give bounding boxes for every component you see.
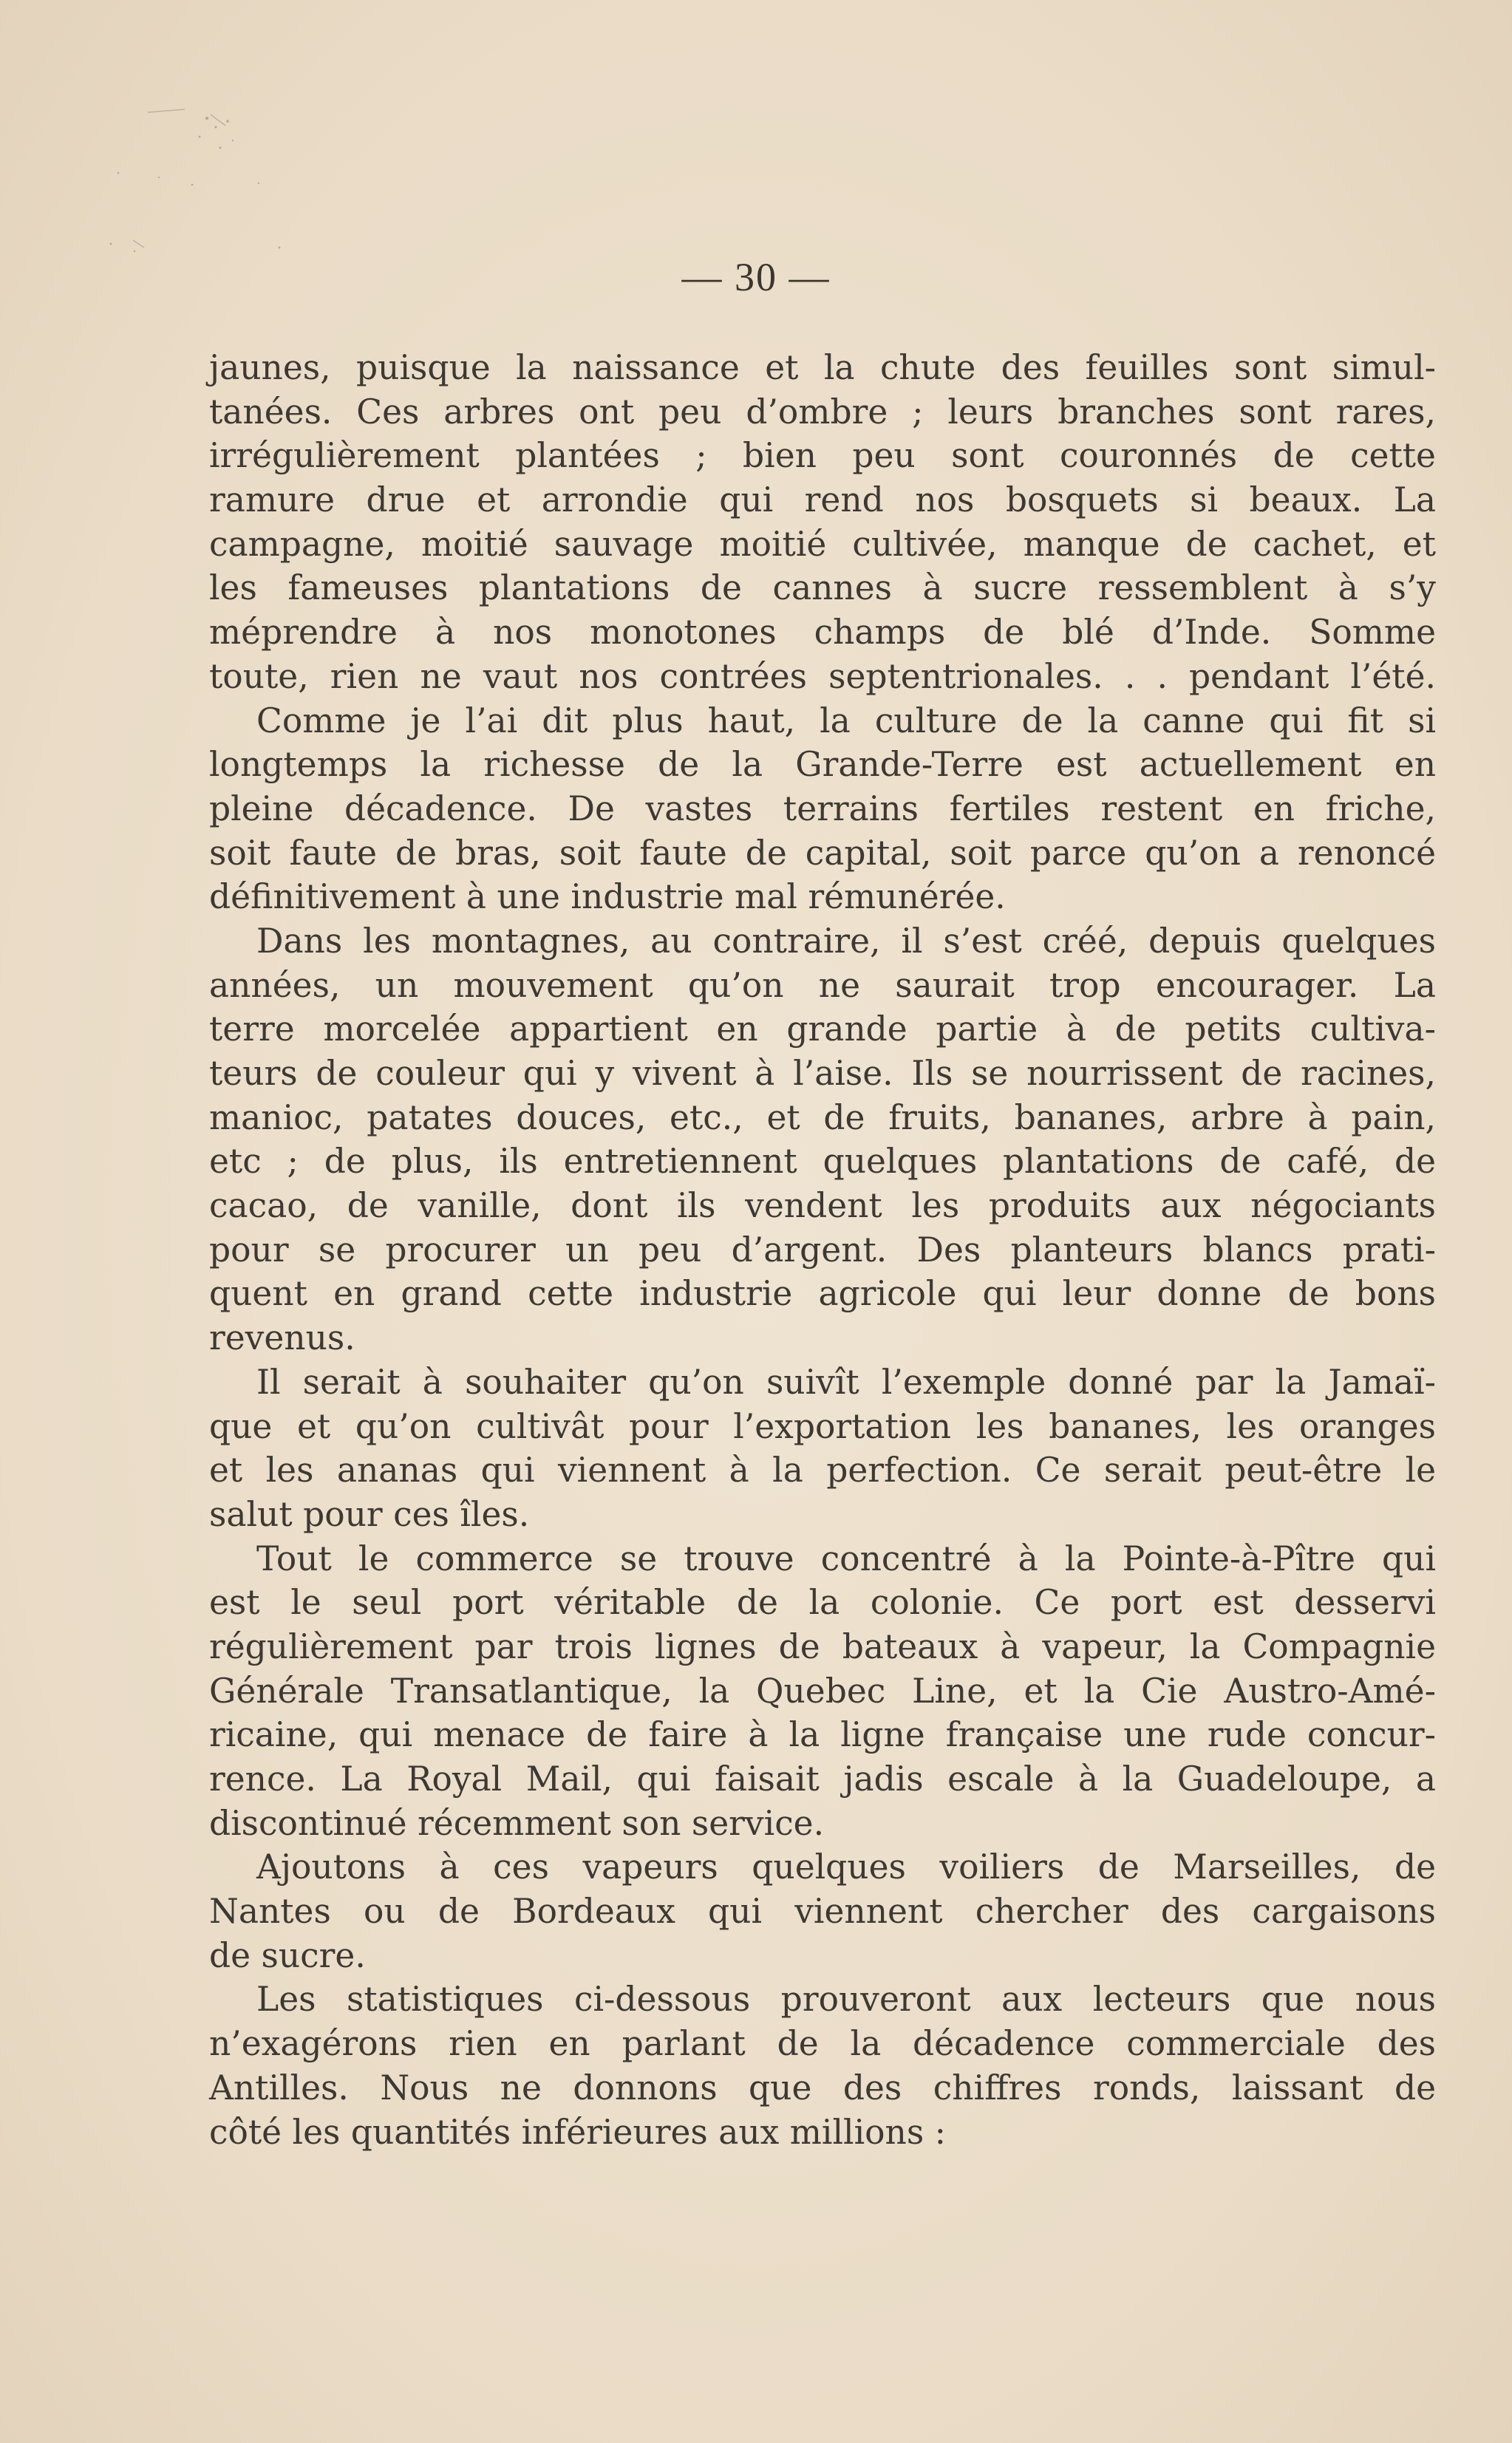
text-line: Antilles. Nous ne donnons que des chiffres ronds, laissant de [209,2068,1436,2108]
text-line: discontinué récemment son service. [209,1803,825,1843]
text-line: de sucre. [209,1935,366,1975]
text-line: soit faute de bras, soit faute de capital, soit parce qu’on a renoncé [209,833,1436,873]
text-line: définitivement à une industrie mal rémunérée. [209,877,1006,917]
text-line: Comme je l’ai dit plus haut, la culture de la canne qui fit si [256,701,1436,740]
paragraph-1 [209,346,1436,699]
text-line: que et qu’on cultivât pour l’exportation les bananes, les oranges [209,1406,1436,1446]
paragraph-5 [209,1537,1436,1846]
paragraph-3 [209,919,1436,1360]
text-line: rence. La Royal Mail, qui faisait jadis escale à la Guadeloupe, a [209,1759,1436,1799]
text-line: quent en grand cette industrie agricole qui leur donne de bons [209,1274,1436,1314]
text-line: régulièrement par trois lignes de bateaux à vapeur, la Compagnie [209,1626,1436,1666]
text-line: Il serait à souhaiter qu’on suivît l’exemple donné par la Jamaï- [256,1362,1436,1402]
text-line: ricaine, qui menace de faire à la ligne française une rude concur- [209,1715,1436,1755]
text-line: irrégulièrement plantées ; bien peu sont couronnés de cette [209,436,1436,476]
paragraph-2 [209,699,1436,919]
text-line: toute, rien ne vaut nos contrées septentrionales. . . pendant l’été. [209,656,1436,696]
text-line: jaunes, puisque la naissance et la chute des feuilles sont simul- [209,348,1436,387]
text-line: longtemps la richesse de la Grande-Terre est actuellement en [209,745,1436,785]
body-text [209,346,1436,2154]
text-line: manioc, patates douces, etc., et de fruits, bananes, arbre à pain, [209,1097,1436,1137]
text-line: teurs de couleur qui y vivent à l’aise. Ils se nourrissent de racines, [209,1054,1436,1093]
text-line: Nantes ou de Bordeaux qui viennent chercher des cargaisons [209,1892,1436,1932]
text-line: les fameuses plantations de cannes à sucre ressemblent à s’y [209,568,1436,608]
text-line: méprendre à nos monotones champs de blé d’Inde. Somme [209,613,1436,653]
text-line: années, un mouvement qu’on ne saurait trop encourager. La [209,965,1436,1005]
text-line: pleine décadence. De vastes terrains fertiles restent en friche, [209,788,1436,828]
paragraph-6 [209,1845,1436,1977]
text-line: tanées. Ces arbres ont peu d’ombre ; leurs branches sont rares, [209,392,1436,432]
text-line: Les statistiques ci-dessous prouveront aux lecteurs que nous [256,1980,1436,2020]
text-line: et les ananas qui viennent à la perfection. Ce serait peut-être le [209,1451,1436,1490]
text-line: Générale Transatlantique, la Quebec Line, et la Cie Austro-Amé- [209,1671,1436,1711]
text-line: ramure drue et arrondie qui rend nos bosquets si beaux. La [209,480,1436,520]
page-number: — 30 — [681,255,831,299]
text-line: campagne, moitié sauvage moitié cultivée, manque de cachet, et [209,524,1436,564]
text-line: Tout le commerce se trouve concentré à la Pointe-à-Pître qui [256,1539,1436,1578]
text-line: terre morcelée appartient en grande partie à de petits cultiva- [209,1009,1436,1049]
paragraph-4 [209,1360,1436,1537]
text-line: Ajoutons à ces vapeurs quelques voiliers de Marseilles, de [256,1847,1436,1887]
paragraph-7 [209,1977,1436,2154]
text-line: Dans les montagnes, au contraire, il s’est créé, depuis quelques [256,921,1436,961]
text-line: salut pour ces îles. [209,1494,530,1534]
text-line: est le seul port véritable de la colonie. Ce port est desservi [209,1583,1436,1623]
text-line: revenus. [209,1318,355,1358]
text-line: n’exagérons rien en parlant de la décadence commerciale des [209,2024,1436,2064]
text-line: cacao, de vanille, dont ils vendent les produits aux négociants [209,1186,1436,1226]
text-line: côté les quantités inférieures aux millions : [209,2112,946,2152]
text-line: pour se procurer un peu d’argent. Des planteurs blancs prati- [209,1230,1436,1270]
text-line: etc ; de plus, ils entretiennent quelques plantations de café, de [209,1142,1436,1182]
